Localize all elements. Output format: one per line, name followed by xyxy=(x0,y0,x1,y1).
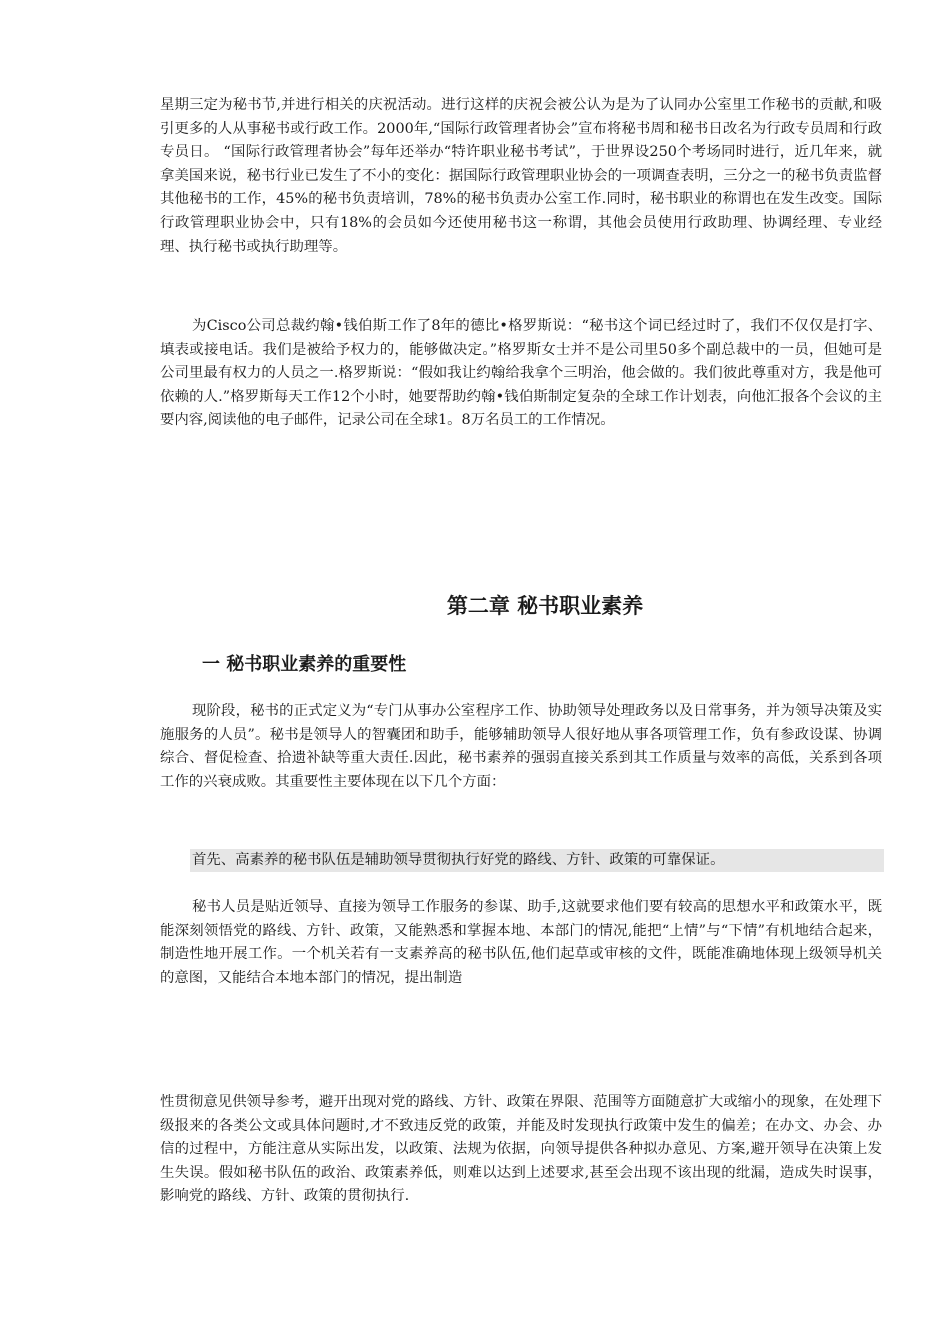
paragraph-secretary-day: 星期三定为秘书节,并进行相关的庆祝活动。进行这样的庆祝会被公认为是为了认同办公室里工作秘书的贡献,和吸引更多的人从事秘书或行政工作。2000年,“国际行政管理者协会”宣布将秘书周和秘书日改名为行政专员周和行政专员日。 “国际行政管理者协会”每年还举办“特许职业秘书考试”，于世界设250个考场同时进行，近几年来，就拿美国来说，秘书行业已发生了不小的变化：据国际行政管理职业协会的一项调查表明，三分之一的秘书负责监督其他秘书的工作，45%的秘书负责培训，78%的秘书负责办公室工作.同时，秘书职业的称谓也在发生改变。国际行政管理职业协会中，只有18%的会员如今还使用秘书这一称谓，其他会员使用行政助理、协调经理、专业经理、执行秘书或执行助理等。 xyxy=(160,97,882,255)
paragraph-continuation: 性贯彻意见供领导参考，避开出现对党的路线、方针、政策在界限、范围等方面随意扩大或缩小的现象，在处理下级报来的各类公文或具体问题时,才不致违反党的政策，并能及时发现执行政策中发生的偏差；在办文、办会、办信的过程中，方能注意从实际出发，以政策、法规为依据，向领导提供各种拟办意见、方案,避开领导在决策上发生失误。假如秘书队伍的政治、政策素养低，则难以达到上述要求,甚至会出现不该出现的纰漏，造成失时误事，影响党的路线、方针、政策的贯彻执行. xyxy=(160,1094,882,1205)
chapter-title: 第二章 秘书职业素养 xyxy=(446,594,644,618)
paragraph-cisco-quote: 为Cisco公司总裁约翰•钱伯斯工作了8年的德比•格罗斯说：“秘书这个词已经过时了，我们不仅仅是打字、填表或接电话。我们是被给予权力的，能够做决定。”格罗斯女士并不是公司里50多个副总裁中的一员，但她可是公司里最有权力的人员之一.格罗斯说：“假如我让约翰给我拿个三明治，他会做的。我们彼此尊重对方，我是他可依赖的人.”格罗斯每天工作12个小时，她要帮助约翰•钱伯斯制定复杂的全球工作计划表，向他汇报各个会议的主要内容,阅读他的电子邮件，记录公司在全球1。8万名员工的工作情况。 xyxy=(160,318,882,429)
section-title: 一 秘书职业素养的重要性 xyxy=(202,654,407,675)
highlighted-statement: 首先、高素养的秘书队伍是辅助领导贯彻执行好党的路线、方针、政策的可靠保证。 xyxy=(190,849,884,872)
paragraph-secretary-role: 秘书人员是贴近领导、直接为领导工作服务的参谋、助手,这就要求他们要有较高的思想水平和政策水平，既能深刻领悟党的路线、方针、政策，又能熟悉和掌握本地、本部门的情况,能把“上情”与“下情”有机地结合起来，制造性地开展工作。一个机关若有一支素养高的秘书队伍,他们起草或审核的文件，既能准确地体现上级领导机关的意图，又能结合本地本部门的情况，提出制造 xyxy=(160,899,882,986)
paragraph-definition: 现阶段，秘书的正式定义为“专门从事办公室程序工作、协助领导处理政务以及日常事务，并为领导决策及实施服务的人员”。秘书是领导人的智囊团和助手，能够辅助领导人很好地从事各项管理工作，负有参政设谋、协调综合、督促检查、拾遗补缺等重大责任.因此，秘书素养的强弱直接关系到其工作质量与效率的高低，关系到各项工作的兴衰成败。其重要性主要体现在以下几个方面： xyxy=(160,703,882,790)
